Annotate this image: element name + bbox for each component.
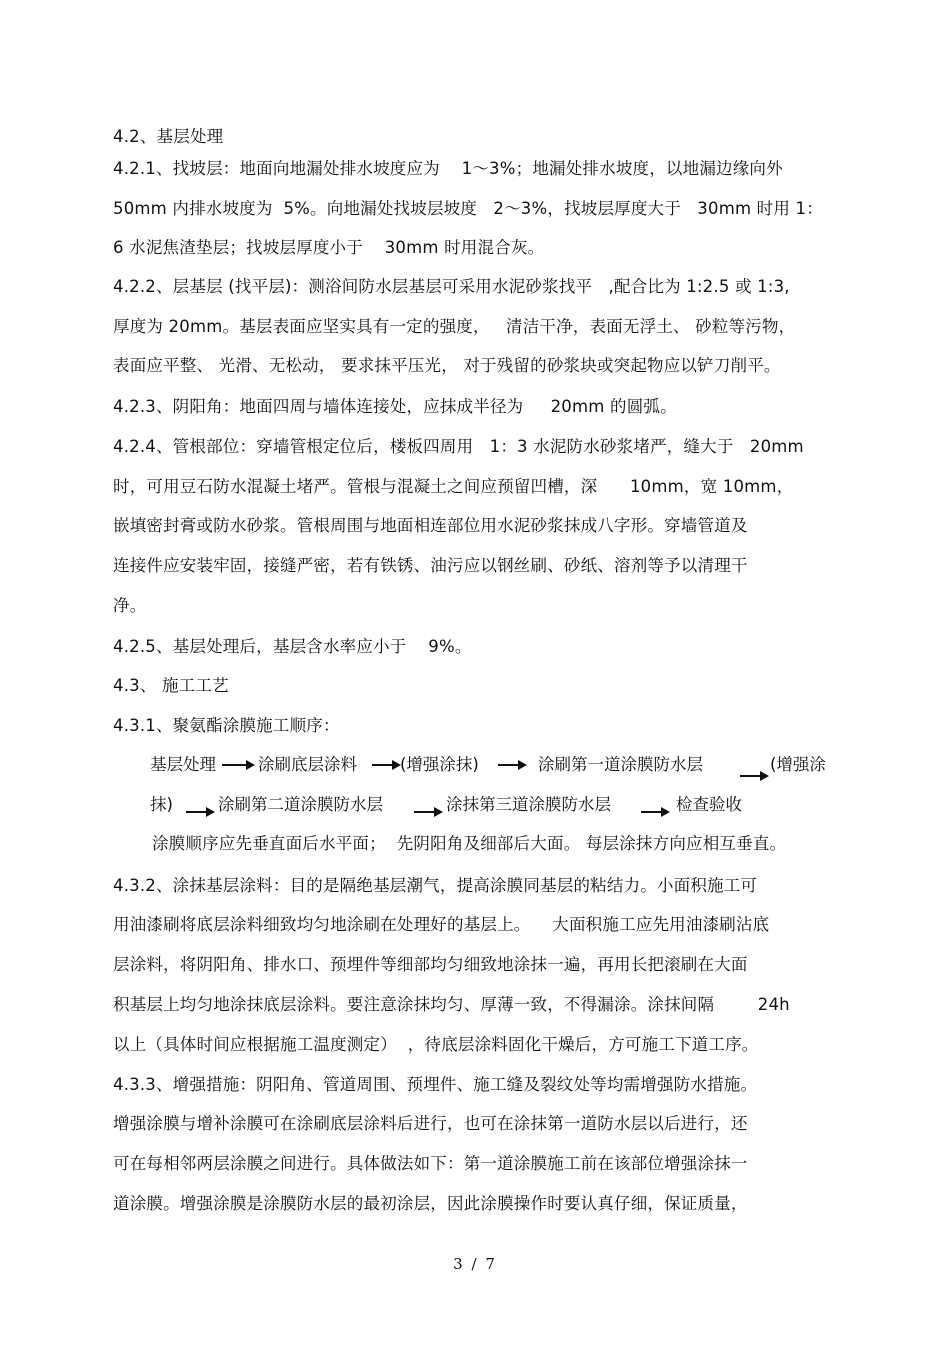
arrow-right-icon [740, 768, 770, 784]
flow-step-6: 涂刷第二道涂膜防水层 [218, 795, 383, 814]
paragraph-line: 6 水泥焦渣垫层；找坡层厚度小于 30mm 时用混合灰。 [113, 238, 545, 257]
paragraph-line: 道涂膜。增强涂膜是涂膜防水层的最初涂层，因此涂膜操作时要认真仔细，保证质量， [113, 1194, 748, 1213]
page-separator: / [471, 1255, 479, 1273]
paragraph-line: 可在每相邻两层涂膜之间进行。具体做法如下：第一道涂膜施工前在该部位增强涂抹一 [113, 1154, 748, 1173]
flow-step-5-cont: 抹) [150, 795, 173, 814]
flow-step-5: (增强涂 [770, 755, 826, 774]
paragraph-line: 以上（具体时间应根据施工温度测定） ，待底层涂料固化干燥后，方可施工下道工序。 [113, 1035, 759, 1054]
paragraph-line: 4.2.3、阴阳角：地面四周与墙体连接处，应抹成半径为 20mm 的圆弧。 [113, 397, 677, 416]
arrow-right-icon [498, 757, 528, 773]
paragraph-line: 4.2.1、找坡层：地面向地漏处排水坡度应为 1～3%；地漏处排水坡度，以地漏边缘向外 [113, 159, 783, 178]
flow-step-3: (增强涂抹) [400, 755, 479, 774]
arrow-right-icon [641, 804, 671, 820]
paragraph-line: 嵌填密封膏或防水砂浆。管根周围与地面相连部位用水泥砂浆抹成八字形。穿墙管道及 [113, 516, 748, 535]
arrow-right-icon [186, 804, 216, 820]
page-total: 7 [485, 1255, 497, 1273]
paragraph-line: 用油漆刷将底层涂料细致均匀地涂刷在处理好的基层上。 大面积施工应先用油漆刷沾底 [113, 915, 770, 934]
paragraph-line: 表面应平整、 光滑、无松动， 要求抹平压光， 对于残留的砂浆块或突起物应以铲刀削平。 [113, 356, 781, 375]
arrow-right-icon [222, 757, 256, 773]
paragraph-line: 连接件应安装牢固，接缝严密，若有铁锈、油污应以钢丝刷、砂纸、溶剂等予以清理干 [113, 556, 748, 575]
heading-4-3: 4.3、 施工工艺 [113, 676, 229, 695]
flow-step-7: 涂抹第三道涂膜防水层 [446, 795, 611, 814]
heading-4-3-3: 4.3.3、增强措施：阴阳角、管道周围、预埋件、施工缝及裂纹处等均需增强防水措施。 [113, 1075, 758, 1094]
arrow-right-icon [414, 804, 444, 820]
flow-step-1: 基层处理 [150, 755, 216, 774]
flow-step-2: 涂刷底层涂料 [258, 755, 357, 774]
paragraph-line: 厚度为 20mm。基层表面应坚实具有一定的强度， 清洁干净，表面无浮土、 砂粒等污物， [113, 317, 796, 336]
paragraph-line: 层涂料，将阴阳角、排水口、预埋件等细部均匀细致地涂抹一遍，再用长把滚刷在大面 [113, 955, 748, 974]
heading-4-3-2: 4.3.2、涂抹基层涂料：目的是隔绝基层潮气，提高涂膜同基层的粘结力。小面积施工可 [113, 876, 758, 895]
paragraph-line: 积基层上均匀地涂抹底层涂料。要注意涂抹均匀、厚薄一致，不得漏涂。涂抹间隔 24h [113, 995, 790, 1014]
paragraph-line: 时，可用豆石防水混凝土堵严。管根与混凝土之间应预留凹槽，深 10mm，宽 10mm， [113, 477, 794, 496]
paragraph-line: 增强涂膜与增补涂膜可在涂刷底层涂料后进行，也可在涂抹第一道防水层以后进行，还 [113, 1114, 748, 1133]
heading-4-2: 4.2、基层处理 [113, 127, 224, 146]
paragraph-line: 4.2.2、层基层 (找平层)：测浴间防水层基层可采用水泥砂浆找平 ,配合比为 1:2.5 或 1:3, [113, 277, 790, 296]
flow-step-4: 涂刷第一道涂膜防水层 [538, 755, 703, 774]
flow-step-8: 检查验收 [676, 795, 742, 814]
paragraph-line: 净。 [113, 596, 147, 615]
paragraph-line: 50mm 内排水坡度为 5%。向地漏处找坡层坡度 2～3%，找坡层厚度大于 30mm 时用 1： [113, 199, 823, 218]
page-current: 3 [453, 1255, 465, 1273]
paragraph-line: 涂膜顺序应先垂直面后水平面； 先阴阳角及细部后大面。 每层涂抹方向应相互垂直。 [152, 834, 787, 853]
heading-4-3-1: 4.3.1、聚氨酯涂膜施工顺序： [113, 716, 340, 735]
paragraph-line: 4.2.5、基层处理后，基层含水率应小于 9%。 [113, 637, 472, 656]
page-number [0, 1255, 950, 1273]
arrow-right-icon [372, 757, 402, 773]
paragraph-line: 4.2.4、管根部位：穿墙管根定位后，楼板四周用 1：3 水泥防水砂浆堵严，缝大于 20mm [113, 437, 804, 456]
